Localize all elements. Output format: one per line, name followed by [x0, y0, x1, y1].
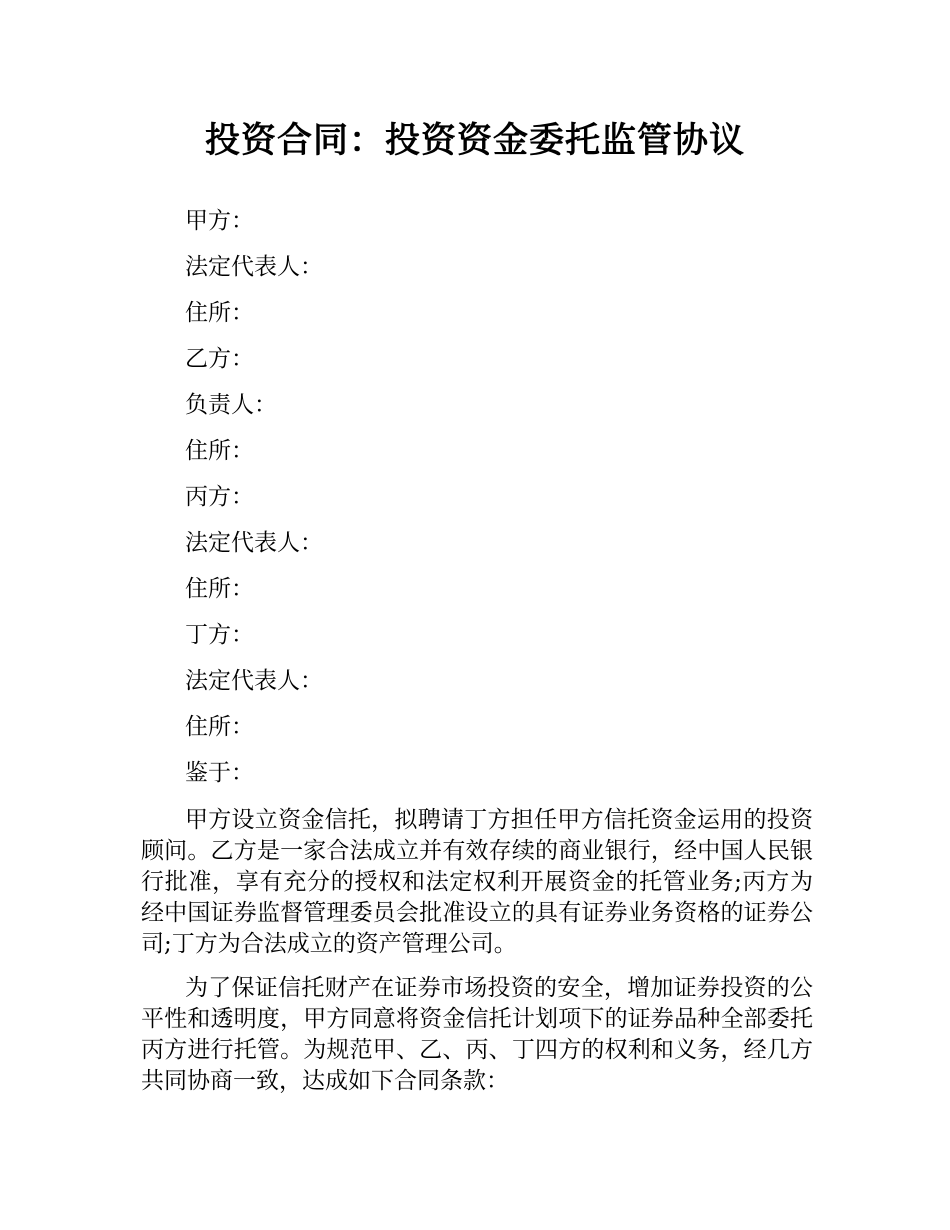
paragraph-recitals: 甲方设立资金信托，拟聘请丁方担任甲方信托资金运用的投资顾问。乙方是一家合法成立并有效存续的商业银行，经中国人民银行批准，享有充分的授权和法定权利开展资金的托管业务;丙方为经中国证券监督管理委员会批准设立的具有证券业务资格的证券公司;丁方为合法成立的资产管理公司。 — [141, 807, 813, 957]
field-party-d-address: 住所： — [185, 714, 254, 740]
field-party-c: 丙方： — [185, 484, 254, 510]
field-party-b: 乙方： — [185, 346, 254, 372]
field-party-c-address: 住所： — [185, 576, 254, 602]
field-party-a: 甲方： — [185, 208, 254, 234]
field-party-a-legal-rep: 法定代表人： — [185, 254, 323, 280]
field-party-c-legal-rep: 法定代表人： — [185, 530, 323, 556]
field-party-d-legal-rep: 法定代表人： — [185, 668, 323, 694]
field-whereas: 鉴于： — [185, 760, 254, 786]
field-party-a-address: 住所： — [185, 300, 254, 326]
field-party-b-principal: 负责人： — [185, 392, 277, 418]
field-party-b-address: 住所： — [185, 438, 254, 464]
party-fields — [185, 198, 825, 796]
paragraph-purpose: 为了保证信托财产在证券市场投资的安全，增加证券投资的公平性和透明度，甲方同意将资金信托计划项下的证券品种全部委托丙方进行托管。为规范甲、乙、丙、丁四方的权利和义务，经几方共同协商一致，达成如下合同条款： — [141, 975, 813, 1094]
document-title: 投资合同：投资资金委托监管协议 — [204, 121, 745, 161]
field-party-d: 丁方： — [185, 622, 254, 648]
